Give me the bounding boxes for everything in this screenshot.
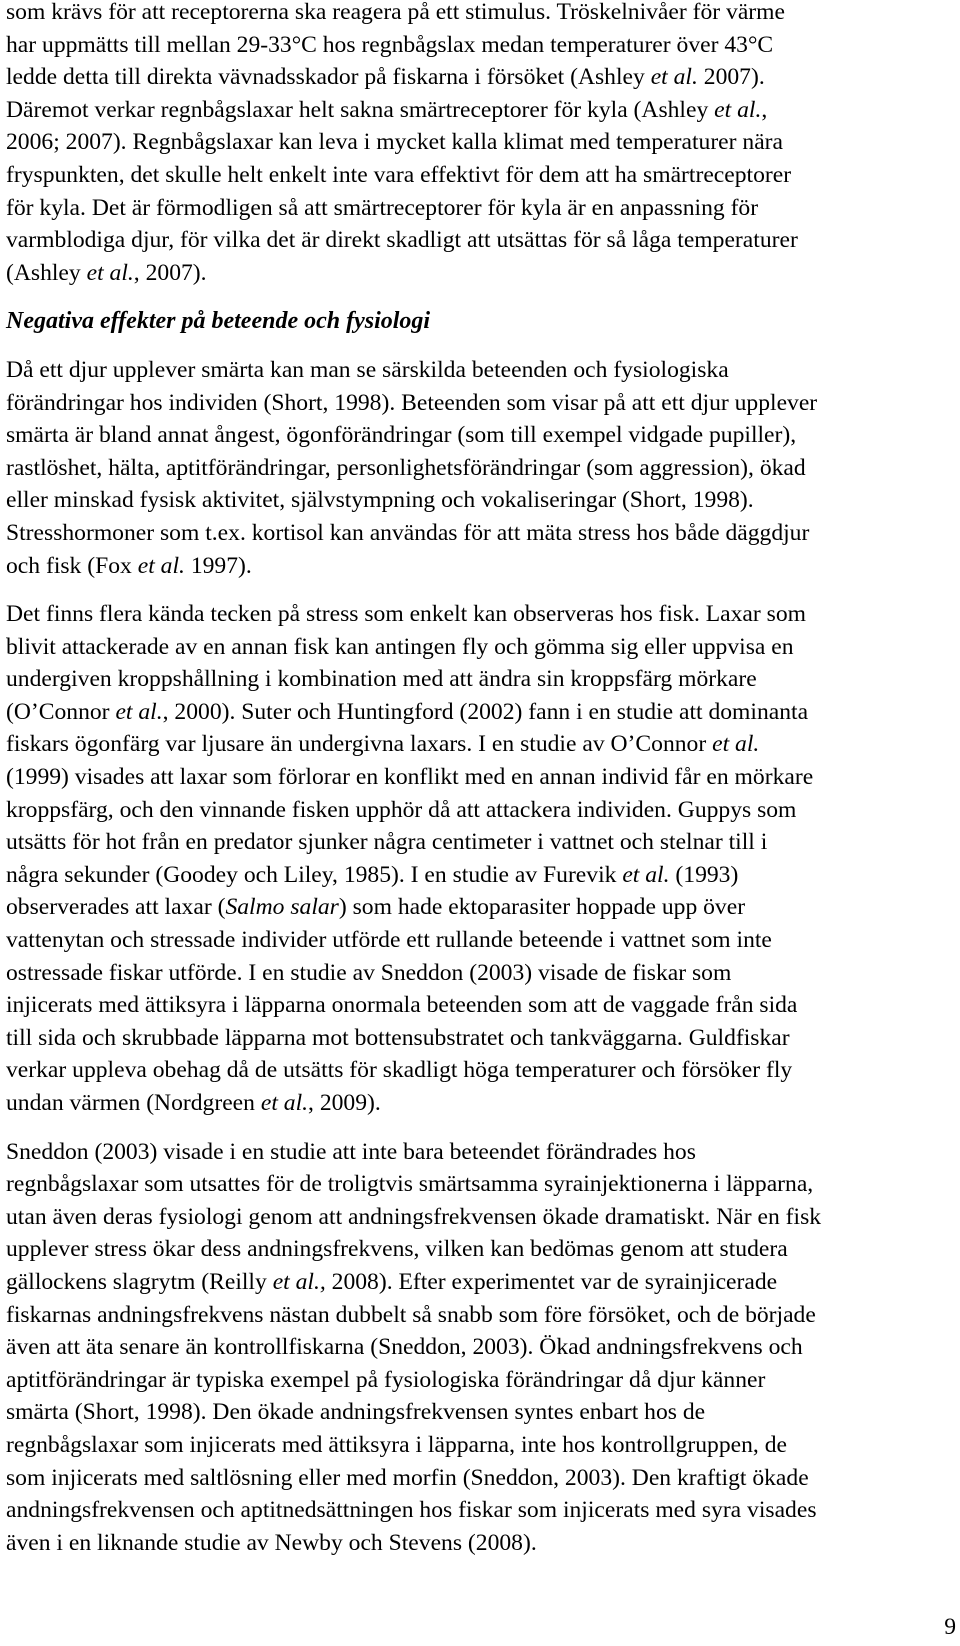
text-line: har uppmätts till mellan 29-33°C hos regnbågslax medan temperaturer över 43°C — [6, 31, 774, 58]
text-line: några sekunder (Goodey och Liley, 1985). I en studie av Furevik et al. (1993) — [6, 861, 739, 888]
text-line: utan även deras fysiologi genom att andningsfrekvensen ökade dramatiskt. När en fisk — [6, 1203, 822, 1230]
text-line: varmblodiga djur, för vilka det är direkt skadligt att utsättas för så låga temperaturer — [6, 227, 798, 254]
text-line: och fisk (Fox et al. 1997). — [6, 552, 252, 579]
body-paragraph — [6, 1136, 954, 1560]
text-line: utsätts för hot från en predator sjunker några centimeter i vattnet och stelnar till i — [6, 829, 768, 856]
text-line: (1999) visades att laxar som förlorar en konflikt med en annan individ får en mörkare — [6, 764, 814, 791]
text-line: verkar uppleva obehag då de utsätts för skadligt höga temperaturer och försöker fly — [6, 1057, 793, 1084]
text-line: aptitförändringar är typiska exempel på fysiologiska förändringar då djur känner — [6, 1366, 766, 1393]
text-line: regnbågslaxar som utsattes för de troligtvis smärtsamma syrainjektionerna i läpparna, — [6, 1171, 814, 1198]
text-line: fryspunkten, det skulle helt enkelt inte vara effektivt för dem att ha smärtreceptorer — [6, 161, 792, 188]
text-line: rastlöshet, hälta, aptitförändringar, personlighetsförändringar (som aggression), ökad — [6, 454, 806, 481]
text-line: Det finns flera kända tecken på stress som enkelt kan observeras hos fisk. Laxar som — [6, 601, 806, 628]
text-line: smärta (Short, 1998). Den ökade andningsfrekvensen syntes enbart hos de — [6, 1399, 706, 1426]
text-line: Negativa effekter på beteende och fysiologi — [6, 308, 431, 335]
text-line: upplever stress ökar dess andningsfrekvens, vilken kan bedömas genom att studera — [6, 1236, 788, 1263]
text-line: regnbågslaxar som injicerats med ättiksyra i läpparna, inte hos kontrollgruppen, de — [6, 1431, 787, 1458]
text-line: fiskarnas andningsfrekvens nästan dubbelt så snabb som före försöket, och de började — [6, 1301, 816, 1328]
body-paragraph — [6, 598, 954, 1120]
body-paragraph — [6, 0, 954, 289]
section-heading — [6, 305, 954, 338]
text-line: kroppsfärg, och den vinnande fisken upphör då att attackera individen. Guppys som — [6, 796, 797, 823]
text-line: undan värmen (Nordgreen et al., 2009). — [6, 1090, 381, 1116]
text-line: smärta är bland annat ångest, ögonförändringar (som till exempel vidgade pupiller), — [6, 422, 797, 449]
text-line: Då ett djur upplever smärta kan man se särskilda beteenden och fysiologiska — [6, 356, 729, 383]
text-line: 2006; 2007). Regnbågslaxar kan leva i mycket kalla klimat med temperaturer nära — [6, 129, 784, 156]
text-line: Däremot verkar regnbågslaxar helt sakna smärtreceptorer för kyla (Ashley et al., — [6, 96, 768, 123]
text-line: ostressade fiskar utförde. I en studie av Sneddon (2003) visade de fiskar som — [6, 959, 732, 986]
text-line: som injicerats med saltlösning eller med morfin (Sneddon, 2003). Den kraftigt ökade — [6, 1464, 809, 1491]
text-line: (O’Connor et al., 2000). Suter och Huntingford (2002) fann i en studie att dominanta — [6, 698, 809, 725]
text-line: Stresshormoner som t.ex. kortisol kan användas för att mäta stress hos både däggdjur — [6, 519, 810, 546]
text-line: som krävs för att receptorerna ska reagera på ett stimulus. Tröskelnivåer för värme — [6, 0, 785, 25]
text-line: undergiven kroppshållning i kombination med att ändra sin kroppsfärg mörkare — [6, 666, 757, 693]
document-page — [6, 0, 954, 1575]
text-line: till sida och skrubbade läpparna mot bottensubstratet och tankväggarna. Guldfiskar — [6, 1024, 790, 1051]
text-line: fiskars ögonfärg var ljusare än undergivna laxars. I en studie av O’Connor et al. — [6, 731, 760, 758]
text-line: ledde detta till direkta vävnadsskador på fiskarna i försöket (Ashley et al. 2007). — [6, 64, 765, 91]
text-line: Sneddon (2003) visade i en studie att inte bara beteendet förändrades hos — [6, 1138, 696, 1165]
page-number: 9 — [944, 1614, 956, 1640]
text-line: vattenytan och stressade individer utförde ett rullande beteende i vattnet som inte — [6, 927, 772, 954]
text-line: injicerats med ättiksyra i läpparna onormala beteenden som att de vaggade från sida — [6, 992, 798, 1019]
text-line: eller minskad fysisk aktivitet, självstympning och vokaliseringar (Short, 1998). — [6, 487, 754, 514]
text-line: blivit attackerade av en annan fisk kan antingen fly och gömma sig eller uppvisa en — [6, 633, 794, 660]
text-line: observerades att laxar (Salmo salar) som hade ektoparasiter hoppade upp över — [6, 894, 746, 921]
text-line: andningsfrekvensen och aptitnedsättningen hos fiskar som injicerats med syra visades — [6, 1497, 817, 1524]
text-line: även att äta senare än kontrollfiskarna (Sneddon, 2003). Ökad andningsfrekvens och — [6, 1334, 803, 1361]
text-line: förändringar hos individen (Short, 1998). Beteenden som visar på att ett djur upplever — [6, 389, 818, 416]
body-paragraph — [6, 354, 954, 582]
text-line: för kyla. Det är förmodligen så att smärtreceptorer för kyla är en anpassning för — [6, 194, 759, 221]
text-line: gällockens slagrytm (Reilly et al., 2008). Efter experimentet var de syrainjicerade — [6, 1268, 778, 1295]
text-line: (Ashley et al., 2007). — [6, 259, 207, 286]
text-line: även i en liknande studie av Newby och Stevens (2008). — [6, 1529, 537, 1556]
